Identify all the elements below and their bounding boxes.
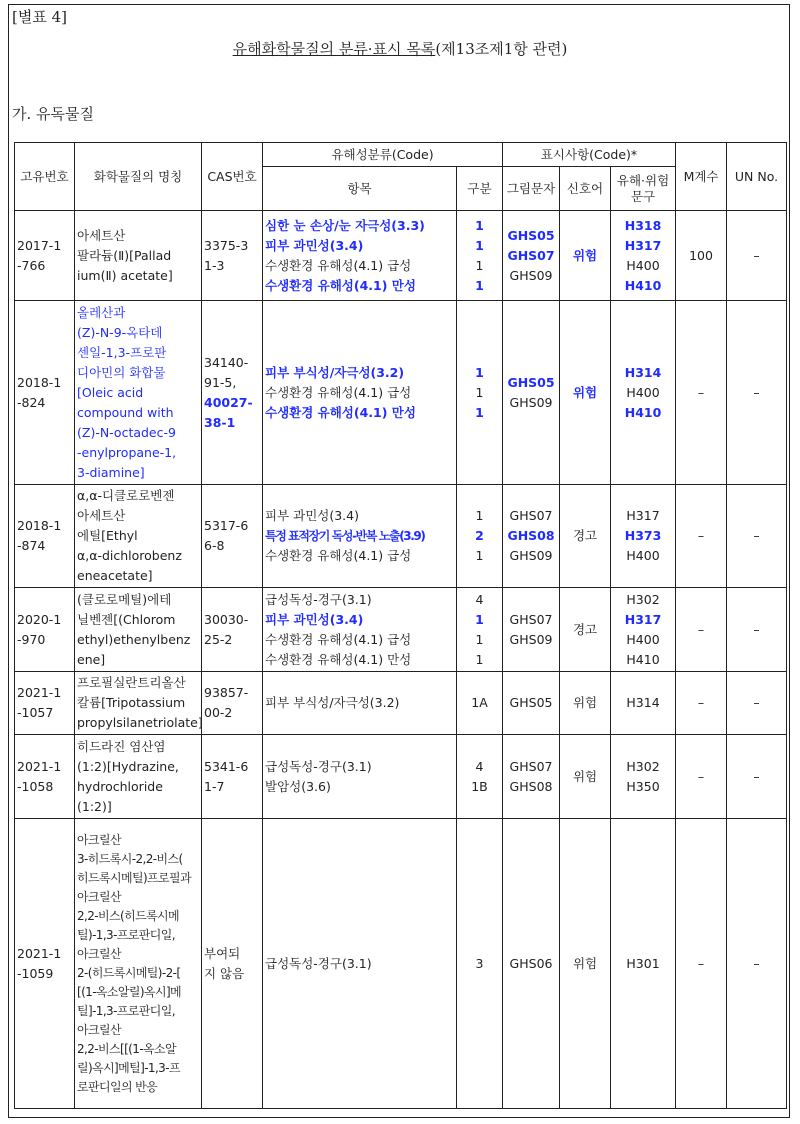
pictogram-code: GHS09	[509, 394, 553, 410]
cell-cas-number	[202, 211, 263, 301]
pictogram-code: GHS09	[509, 548, 553, 563]
id-line: -874	[17, 538, 46, 553]
hazard-category: 1	[475, 257, 484, 273]
chemical-name-line: 아크릴산	[77, 1022, 121, 1037]
hazard-statement-code: H400	[626, 631, 660, 647]
cell-hazard-statements	[611, 819, 676, 1109]
hazard-statement-code: H317	[624, 611, 662, 627]
cell-cas-number	[202, 735, 263, 819]
signal-word: 위험	[572, 695, 598, 710]
cas-line: 3375-3	[204, 237, 249, 253]
hazard-item: 피부 부식성/자극성(3.2)	[265, 364, 405, 380]
cas-line: 93857-	[204, 685, 249, 700]
hazard-category: 1	[475, 651, 484, 667]
id-line: 2018-1	[17, 518, 62, 533]
header-labeling: 표시사항(Code)*	[503, 143, 676, 167]
id-line: -824	[17, 394, 46, 410]
hazard-item: 급성독성-경구(3.1)	[265, 955, 372, 971]
cas-line: 5341-6	[204, 758, 249, 774]
un-number-value: –	[753, 695, 760, 710]
chemical-name-line: 틸)-1,3-프로판디일,	[77, 927, 175, 942]
cell-signal-word	[560, 301, 611, 485]
cell-m-factor	[676, 588, 727, 672]
cell-id	[15, 672, 75, 735]
table-row	[15, 819, 787, 1109]
cas-line: 1-3	[204, 257, 225, 273]
document-title-reference: (제13조제1항 관련)	[435, 40, 568, 58]
cell-hazard-statements	[611, 301, 676, 485]
id-line: -1058	[17, 778, 54, 794]
chemical-name-line: [(1-옥소알릴)옥시]메	[77, 984, 182, 999]
hazard-item: 피부 부식성/자극성(3.2)	[265, 695, 400, 710]
hazard-category: 3	[475, 955, 484, 971]
cell-signal-word	[560, 588, 611, 672]
cas-line: 25-2	[204, 631, 233, 647]
header-pictogram: 그림문자	[503, 167, 560, 211]
chemical-name-line: α,α-dichlorobenz	[77, 548, 182, 563]
id-line: -1059	[17, 965, 54, 981]
hazard-item: 수생환경 유해성(4.1) 급성	[265, 548, 412, 563]
section-heading: 가. 유독물질	[12, 105, 94, 123]
chemical-name-line: 칼륨[Tripotassium	[77, 695, 186, 710]
document-title	[0, 38, 800, 59]
cas-line: 6-8	[204, 538, 225, 553]
cell-m-factor	[676, 735, 727, 819]
hazard-item: 수생환경 유해성(4.1) 급성	[265, 384, 412, 400]
id-line: 2018-1	[17, 374, 62, 390]
hazard-category: 2	[475, 528, 484, 543]
chemical-name-line: 디아민의 화합물	[77, 364, 166, 380]
hazard-item: 급성독성-경구(3.1)	[265, 758, 372, 774]
signal-word: 위험	[572, 955, 598, 971]
hazard-item: 피부 과민성(3.4)	[265, 508, 359, 523]
header-item: 항목	[263, 167, 457, 211]
cell-cas-number	[202, 588, 263, 672]
hazard-statement-code: H318	[624, 217, 662, 233]
id-line: 2017-1	[17, 237, 62, 253]
hazard-item: 수생환경 유해성(4.1) 만성	[265, 277, 416, 293]
chemical-name-line: -enylpropane-1,	[77, 444, 177, 460]
chemical-name-line: (Z)-N-9-옥타데	[77, 324, 163, 340]
cas-line: 지 않음	[204, 965, 245, 981]
chemical-name-line: eneacetate]	[77, 568, 153, 583]
cell-chemical-name	[75, 588, 202, 672]
signal-word: 위험	[572, 384, 598, 400]
un-number-value: –	[753, 384, 760, 400]
chemical-name-line: 센일-1,3-프로판	[77, 344, 167, 360]
table-row	[15, 485, 787, 588]
chemical-name-line: ethyl)ethenylbenz	[77, 631, 191, 647]
un-number-value: –	[753, 528, 760, 543]
chemical-name-line: 팔라듐(Ⅱ)[Pallad	[77, 247, 172, 263]
cas-line: 91-5,	[204, 374, 237, 390]
chemical-name-line: (클로로메틸)에테	[77, 591, 172, 607]
cell-category	[457, 211, 503, 301]
cell-category	[457, 672, 503, 735]
hazard-statement-code: H410	[626, 651, 660, 667]
hazard-item: 수생환경 유해성(4.1) 급성	[265, 631, 412, 647]
pictogram-code: GHS07	[507, 247, 555, 263]
cell-chemical-name	[75, 672, 202, 735]
cell-m-factor	[676, 301, 727, 485]
cell-hazard-statements	[611, 588, 676, 672]
cell-category	[457, 588, 503, 672]
cell-hazard-statements	[611, 735, 676, 819]
hazard-statement-code: H317	[626, 508, 660, 523]
chemical-name-line: 닐벤젠[(Chlorom	[77, 611, 176, 627]
hazard-item: 급성독성-경구(3.1)	[265, 591, 372, 607]
cell-hazard-statements	[611, 672, 676, 735]
cell-m-factor	[676, 819, 727, 1109]
pictogram-code: GHS08	[507, 528, 555, 543]
cell-id	[15, 735, 75, 819]
chemical-name-line: 2,2-비스(히드록시메	[77, 908, 180, 923]
header-un-no: UN No.	[727, 143, 787, 211]
table-body	[15, 211, 787, 1109]
cell-un-number	[727, 819, 787, 1109]
pictogram-code: GHS09	[509, 267, 553, 283]
cell-hazard-items	[263, 211, 457, 301]
cell-un-number	[727, 485, 787, 588]
cell-category	[457, 485, 503, 588]
hazard-statement-code: H410	[624, 404, 662, 420]
cell-un-number	[727, 211, 787, 301]
cell-id	[15, 211, 75, 301]
pictogram-code: GHS07	[509, 508, 553, 523]
cas-line: 1-7	[204, 778, 225, 794]
m-factor-value: –	[697, 695, 705, 710]
cell-pictograms	[503, 211, 560, 301]
signal-word: 경고	[572, 528, 598, 543]
hazard-item: 수생환경 유해성(4.1) 급성	[265, 257, 412, 273]
id-line: 2021-1	[17, 945, 62, 961]
cell-hazard-items	[263, 672, 457, 735]
cell-cas-number	[202, 485, 263, 588]
cell-signal-word	[560, 485, 611, 588]
cell-id	[15, 485, 75, 588]
header-cas: CAS번호	[202, 143, 263, 211]
hazard-classification-table	[14, 142, 787, 1109]
cell-hazard-items	[263, 588, 457, 672]
cas-line: 5317-6	[204, 518, 249, 533]
m-factor-value: 100	[689, 247, 713, 263]
chemical-name-line: hydrochloride	[77, 778, 163, 794]
chemical-name-line: ium(Ⅱ) acetate]	[77, 267, 173, 283]
cell-signal-word	[560, 672, 611, 735]
cell-cas-number	[202, 819, 263, 1109]
cell-cas-number	[202, 301, 263, 485]
chemical-name-line: 아크릴산	[77, 832, 121, 847]
hazard-statement-code: H410	[624, 277, 662, 293]
hazard-category: 1	[475, 631, 484, 647]
pictogram-code: GHS06	[509, 955, 553, 971]
hazard-category: 1	[475, 404, 484, 420]
hazard-category: 1	[475, 611, 484, 627]
un-number-value: –	[753, 621, 760, 637]
un-number-value: –	[753, 768, 760, 784]
hazard-statement-code: H373	[624, 528, 662, 543]
id-line: 2021-1	[17, 758, 62, 774]
cell-hazard-items	[263, 301, 457, 485]
header-hazard-classification: 유해성분류(Code)	[263, 143, 503, 167]
cell-pictograms	[503, 301, 560, 485]
hazard-category: 1	[475, 277, 484, 293]
chemical-name-line: (Z)-N-octadec-9	[77, 424, 176, 440]
hazard-category: 1	[475, 237, 484, 253]
table-row	[15, 672, 787, 735]
cell-id	[15, 301, 75, 485]
hazard-statement-code: H350	[626, 778, 660, 794]
cell-signal-word	[560, 735, 611, 819]
hazard-item: 발암성(3.6)	[265, 778, 331, 794]
cell-chemical-name	[75, 819, 202, 1109]
hazard-item: 피부 과민성(3.4)	[265, 611, 364, 627]
table-row	[15, 588, 787, 672]
cell-id	[15, 588, 75, 672]
chemical-name-line: α,α-디클로로벤젠	[77, 488, 175, 503]
cell-signal-word	[560, 211, 611, 301]
cell-category	[457, 735, 503, 819]
signal-word: 위험	[572, 768, 598, 784]
signal-word: 위험	[572, 247, 598, 263]
id-line: -970	[17, 631, 46, 647]
hazard-statement-code: H302	[626, 591, 660, 607]
hazard-category: 1B	[471, 778, 488, 794]
cell-category	[457, 301, 503, 485]
chemical-name-line: 3-diamine]	[77, 464, 145, 480]
header-name: 화학물질의 명칭	[75, 143, 202, 211]
cell-pictograms	[503, 485, 560, 588]
hazard-statement-code: H314	[626, 695, 660, 710]
chemical-name-line: propylsilanetriolate]	[77, 715, 203, 730]
cas-line: 부여되	[204, 945, 241, 961]
cell-pictograms	[503, 588, 560, 672]
cell-m-factor	[676, 211, 727, 301]
cell-m-factor	[676, 672, 727, 735]
hazard-category: 4	[475, 758, 484, 774]
chemical-name-line: 2,2-비스[[(1-옥소알	[77, 1041, 176, 1056]
cas-line: 38-1	[204, 414, 236, 430]
table-row	[15, 735, 787, 819]
cell-category	[457, 819, 503, 1109]
hazard-statement-code: H317	[624, 237, 662, 253]
id-line: 2021-1	[17, 685, 62, 700]
chemical-name-line: 프로필실란트리올산	[77, 675, 186, 690]
hazard-category: 1	[475, 384, 484, 400]
cas-line: 34140-	[204, 354, 249, 370]
m-factor-value: –	[697, 621, 705, 637]
chemical-name-line: ene]	[77, 651, 106, 667]
pictogram-code: GHS05	[507, 374, 555, 390]
chemical-name-line: 틸]-1,3-프로판디일,	[77, 1003, 175, 1018]
document-title-main: 유해화학물질의 분류·표시 목록	[232, 40, 436, 58]
cell-hazard-items	[263, 485, 457, 588]
cell-m-factor	[676, 485, 727, 588]
m-factor-value: –	[697, 384, 705, 400]
cell-pictograms	[503, 672, 560, 735]
signal-word: 경고	[572, 621, 598, 637]
hazard-category: 1A	[471, 695, 488, 710]
cell-un-number	[727, 588, 787, 672]
un-number-value: –	[753, 247, 760, 263]
cell-chemical-name	[75, 485, 202, 588]
pictogram-code: GHS09	[509, 631, 553, 647]
chemical-name-line: 아세트산	[77, 508, 126, 523]
cell-un-number	[727, 735, 787, 819]
hazard-statement-code: H302	[626, 758, 660, 774]
hazard-item: 피부 과민성(3.4)	[265, 237, 364, 253]
chemical-name-line: 아세트산	[77, 227, 126, 243]
m-factor-value: –	[697, 955, 705, 971]
cell-pictograms	[503, 735, 560, 819]
pictogram-code: GHS07	[509, 611, 553, 627]
hazard-statement-code: H400	[626, 384, 660, 400]
chemical-name-line: 에틸[Ethyl	[77, 528, 138, 543]
cas-line: 00-2	[204, 705, 233, 720]
cell-hazard-items	[263, 819, 457, 1109]
hazard-item: 수생환경 유해성(4.1) 만성	[265, 651, 412, 667]
cell-pictograms	[503, 819, 560, 1109]
hazard-statement-code: H400	[626, 257, 660, 273]
hazard-category: 1	[475, 508, 484, 523]
cas-line: 40027-	[204, 394, 253, 410]
header-hazard-statement: 유해·위험문구	[611, 167, 676, 211]
hazard-category: 1	[475, 364, 484, 380]
hazard-item: 심한 눈 손상/눈 자극성(3.3)	[265, 217, 425, 233]
table-row	[15, 211, 787, 301]
id-line: -1057	[17, 705, 54, 720]
hazard-item: 수생환경 유해성(4.1) 만성	[265, 404, 416, 420]
header-category: 구분	[457, 167, 503, 211]
chemical-name-line: 올레산과	[77, 304, 126, 320]
chemical-name-line: 3-히드록시-2,2-비스(	[77, 851, 183, 866]
cell-chemical-name	[75, 211, 202, 301]
cell-un-number	[727, 672, 787, 735]
hazard-category: 1	[475, 217, 484, 233]
chemical-name-line: 릴)옥시]메틸]-1,3-프	[77, 1060, 180, 1075]
chemical-name-line: 2-(히드록시메틸)-2-[	[77, 965, 181, 980]
chemical-name-line: 아크릴산	[77, 889, 121, 904]
header-id: 고유번호	[15, 143, 75, 211]
chemical-name-line: 로판디일의 반응	[77, 1079, 158, 1094]
chemical-name-line: compound with	[77, 404, 174, 420]
chemical-name-line: 아크릴산	[77, 946, 121, 961]
appendix-label: [별표 4]	[12, 8, 67, 26]
cell-id	[15, 819, 75, 1109]
cell-signal-word	[560, 819, 611, 1109]
cell-chemical-name	[75, 301, 202, 485]
hazard-category: 1	[475, 548, 484, 563]
hazard-statement-code: H314	[624, 364, 662, 380]
id-line: -766	[17, 257, 46, 273]
hazard-statement-code: H400	[626, 548, 660, 563]
cell-hazard-statements	[611, 485, 676, 588]
chemical-name-line: 히드록시메틸)프로필과	[77, 870, 192, 885]
m-factor-value: –	[697, 528, 705, 543]
table-row	[15, 301, 787, 485]
cell-hazard-items	[263, 735, 457, 819]
hazard-item: 특정 표적장기 독성-반복 노출(3.9)	[265, 529, 425, 543]
header-signal-word: 신호어	[560, 167, 611, 211]
header-m-factor: M계수	[676, 143, 727, 211]
un-number-value: –	[753, 955, 760, 971]
hazard-statement-code: H301	[626, 955, 660, 971]
cell-hazard-statements	[611, 211, 676, 301]
pictogram-code: GHS05	[507, 227, 555, 243]
pictogram-code: GHS05	[509, 695, 553, 710]
chemical-name-line: (1:2)]	[77, 798, 112, 814]
pictogram-code: GHS07	[509, 758, 553, 774]
chemical-name-line: [Oleic acid	[77, 384, 144, 400]
hazard-category: 4	[475, 591, 484, 607]
cell-un-number	[727, 301, 787, 485]
pictogram-code: GHS08	[509, 778, 553, 794]
m-factor-value: –	[697, 768, 705, 784]
chemical-name-line: (1:2)[Hydrazine,	[77, 758, 179, 774]
chemical-name-line: 히드라진 염산염	[77, 738, 166, 754]
id-line: 2020-1	[17, 611, 62, 627]
cell-chemical-name	[75, 735, 202, 819]
cell-cas-number	[202, 672, 263, 735]
cas-line: 30030-	[204, 611, 249, 627]
